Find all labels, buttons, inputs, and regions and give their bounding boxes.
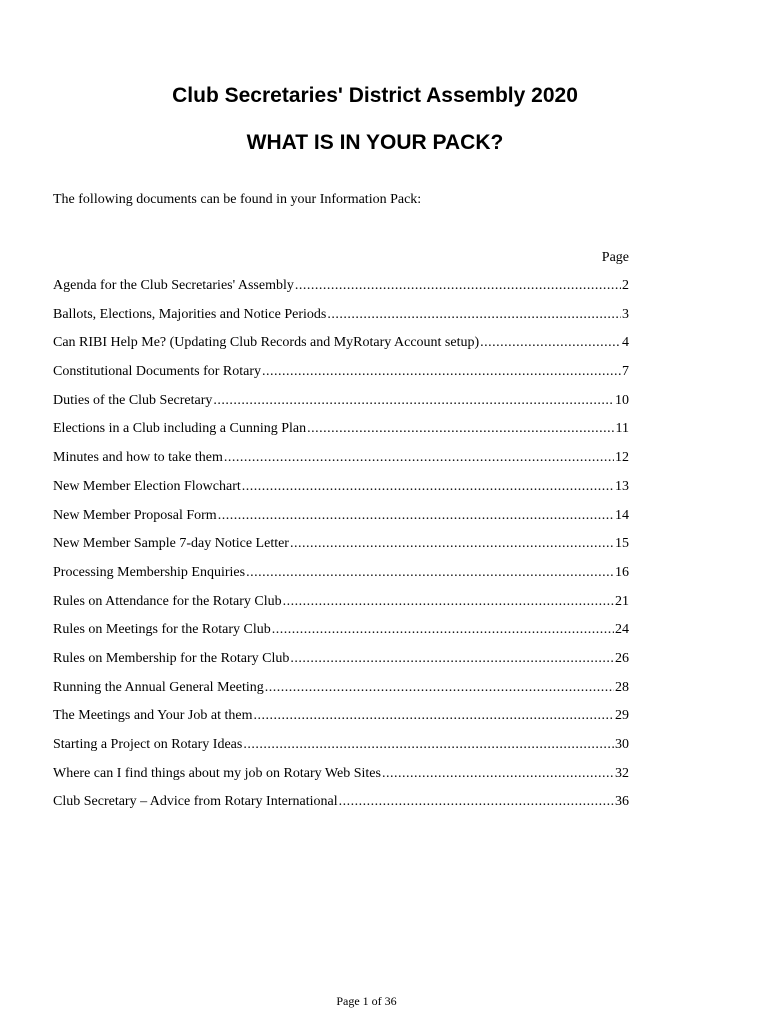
toc-entry-title: Running the Annual General Meeting [53, 679, 264, 695]
toc-entry-title: New Member Election Flowchart [53, 478, 241, 494]
toc-entry-page: 10 [615, 392, 629, 408]
toc-entry-title: The Meetings and Your Job at them [53, 708, 253, 724]
toc-entry [53, 651, 629, 680]
toc-entry [53, 335, 629, 364]
page-footer: Page 1 of 36 [336, 994, 397, 1008]
toc-entry-page: 30 [615, 737, 629, 752]
toc-entry [53, 364, 629, 393]
toc-entry-title: Rules on Attendance for the Rotary Club [53, 593, 282, 609]
dot-leader [327, 307, 621, 323]
toc-entry-page: 7 [622, 364, 629, 380]
dot-leader [290, 536, 614, 552]
toc-entry-page: 21 [615, 593, 629, 609]
toc-entry-page: 4 [622, 335, 629, 351]
toc-entry-page: 16 [615, 564, 629, 580]
dot-leader [218, 508, 614, 524]
dot-leader [213, 393, 614, 409]
toc-entry [53, 594, 629, 623]
toc-entry-page: 15 [615, 536, 629, 552]
toc-entry-title: Duties of the Club Secretary [53, 392, 213, 408]
toc-entry-title: Agenda for the Club Secretaries' Assembly [53, 278, 294, 293]
document-subtitle: WHAT IS IN YOUR PACK? [246, 131, 504, 154]
toc-entry [53, 450, 629, 479]
document-title: Club Secretaries' District Assembly 2020 [172, 84, 578, 107]
dot-leader [295, 278, 621, 294]
toc-entry-title: Constitutional Documents for Rotary [53, 364, 262, 380]
intro-text: The following documents can be found in your Information Pack: [53, 192, 422, 207]
table-of-contents [53, 278, 629, 823]
toc-entry [53, 766, 629, 795]
toc-entry [53, 708, 629, 737]
dot-leader [290, 651, 614, 667]
dot-leader [272, 622, 614, 638]
toc-entry-title: New Member Proposal Form [53, 507, 217, 523]
toc-entry-page: 13 [615, 478, 629, 494]
toc-entry [53, 278, 629, 307]
toc-entry [53, 479, 629, 508]
dot-leader [242, 479, 614, 495]
dot-leader [283, 594, 614, 610]
dot-leader [243, 737, 614, 753]
toc-entry [53, 622, 629, 651]
toc-entry [53, 393, 629, 422]
toc-entry-title: Ballots, Elections, Majorities and Notice Periods [53, 306, 327, 322]
dot-leader [265, 680, 614, 696]
toc-entry [53, 508, 629, 537]
toc-entry-title: Rules on Meetings for the Rotary Club [53, 622, 271, 638]
toc-entry-page: 14 [615, 507, 629, 523]
toc-entry-title: Can RIBI Help Me? (Updating Club Records and MyRotary Account setup) [53, 335, 480, 351]
toc-entry [53, 737, 629, 766]
toc-entry-title: Where can I find things about my job on Rotary Web Sites [53, 765, 381, 781]
page-column-heading: Page [601, 250, 629, 265]
toc-entry [53, 307, 629, 336]
dot-leader [262, 364, 621, 380]
toc-entry-title: Starting a Project on Rotary Ideas [53, 737, 243, 752]
toc-entry [53, 421, 629, 450]
toc-entry-page: 29 [615, 708, 629, 724]
dot-leader [307, 421, 614, 437]
toc-entry-title: Minutes and how to take them [53, 450, 223, 466]
toc-entry-page: 2 [622, 278, 629, 293]
dot-leader [382, 766, 614, 782]
toc-entry-title: New Member Sample 7-day Notice Letter [53, 536, 289, 552]
toc-entry [53, 680, 629, 709]
toc-entry-page: 24 [615, 622, 629, 638]
dot-leader [480, 335, 621, 351]
toc-entry [53, 794, 629, 823]
dot-leader [339, 794, 614, 810]
toc-entry [53, 565, 629, 594]
toc-entry-page: 11 [615, 421, 629, 437]
dot-leader [246, 565, 614, 581]
toc-entry-page: 26 [615, 650, 629, 666]
dot-leader [253, 708, 614, 724]
toc-entry-page: 12 [615, 450, 629, 466]
toc-entry-page: 32 [615, 765, 629, 781]
toc-entry-page: 28 [615, 679, 629, 695]
toc-entry-title: Processing Membership Enquiries [53, 564, 246, 580]
toc-entry-title: Elections in a Club including a Cunning Plan [53, 421, 307, 437]
toc-entry-title: Rules on Membership for the Rotary Club [53, 650, 290, 666]
toc-entry-title: Club Secretary – Advice from Rotary International [53, 794, 338, 810]
toc-entry-page: 36 [615, 794, 629, 810]
toc-entry-page: 3 [622, 306, 629, 322]
dot-leader [224, 450, 614, 466]
toc-entry [53, 536, 629, 565]
